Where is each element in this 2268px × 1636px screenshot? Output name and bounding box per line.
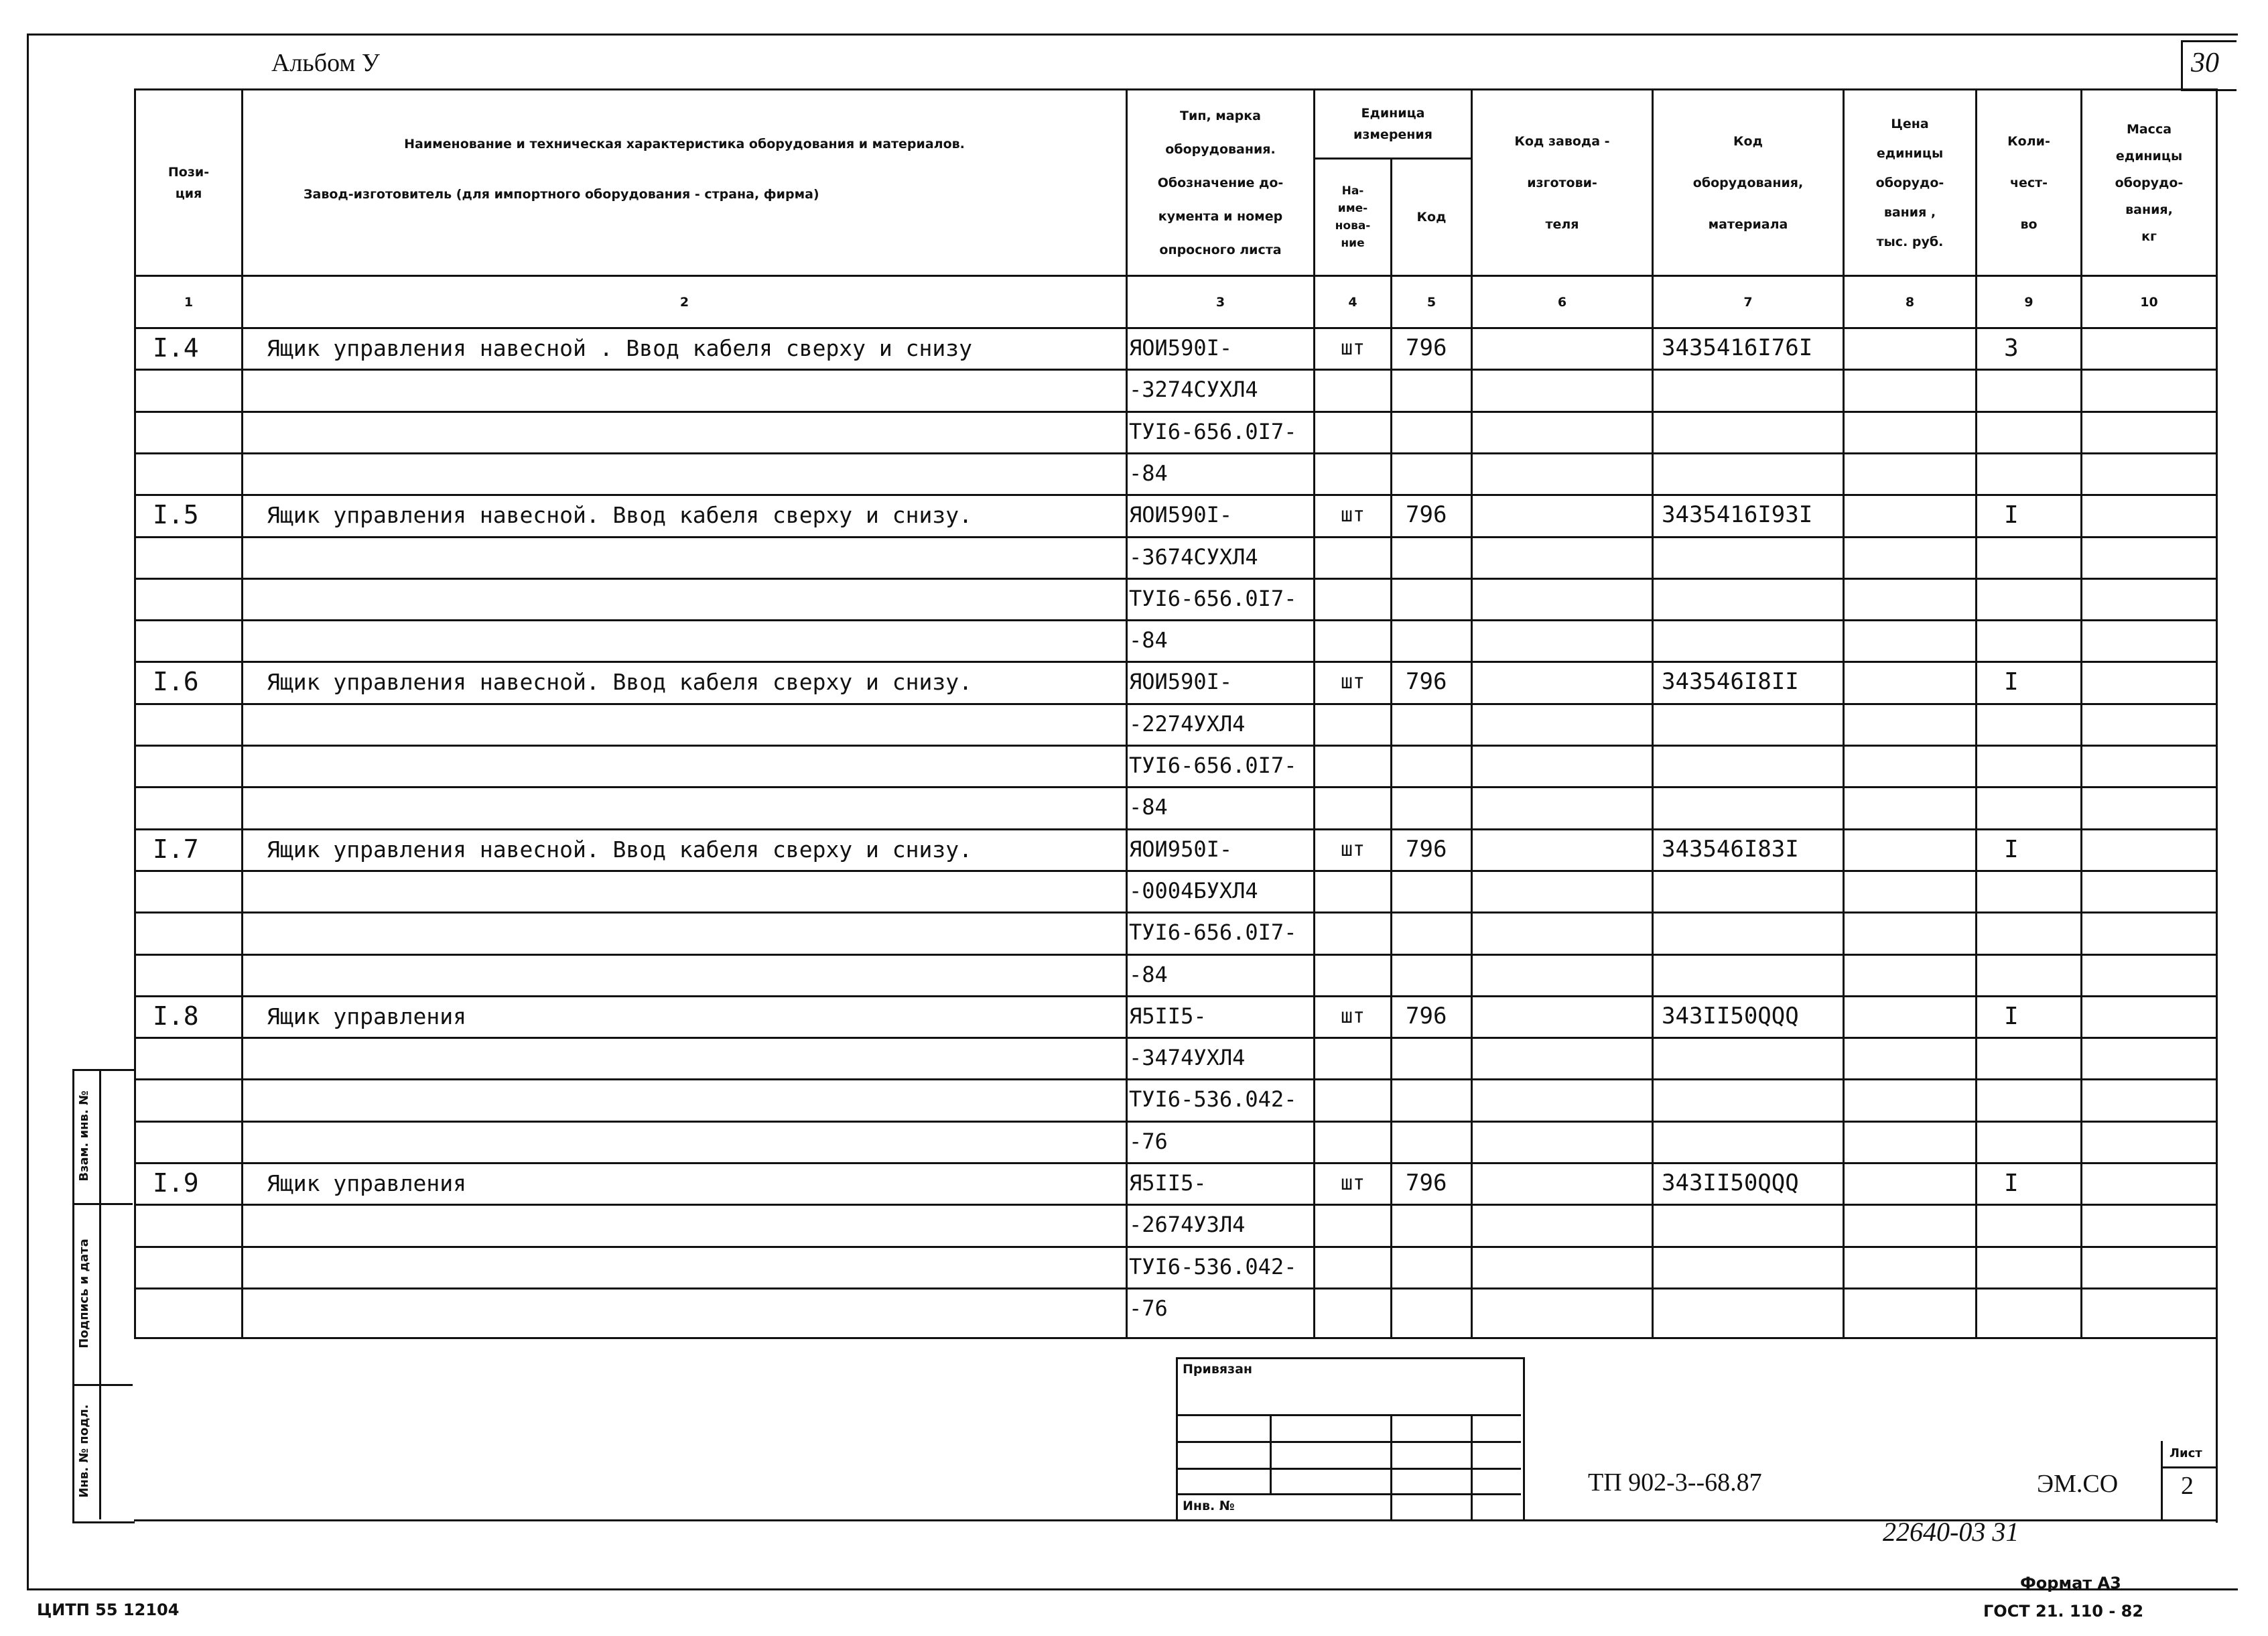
album-title: Альбом У	[271, 49, 380, 77]
type-cell: ЯОИ590I-	[1129, 335, 1233, 361]
row-name: Ящик управления навесной. Ввод кабеля сверху и снизу.	[267, 668, 972, 695]
type-cell: -3274СУХЛ4	[1129, 377, 1258, 402]
type-cell: -84	[1129, 627, 1168, 653]
sheet-box-divider	[2161, 1466, 2216, 1468]
side-label-original-inv: Инв. № подл.	[77, 1404, 91, 1498]
type-cell: ЯОИ590I-	[1129, 669, 1233, 694]
col-line-1	[241, 88, 243, 1337]
footer-gost: ГОСТ 21. 110 - 82	[1983, 1602, 2144, 1621]
type-cell: ТУI6-536.042-	[1129, 1254, 1297, 1279]
type-cell: ТУI6-656.0I7-	[1129, 753, 1297, 778]
row-name: Ящик управления навесной . Ввод кабеля сверху и снизу	[267, 334, 972, 361]
row-position: I.6	[153, 667, 199, 696]
col-number-3: 3	[1215, 294, 1225, 310]
header-name-line2: Завод-изготовитель (для импортного оборудования - страна, фирма)	[304, 187, 819, 202]
header-quantity: Коли- чест- во	[2007, 133, 2050, 232]
row-equipment-code: 343II50QQQ	[1662, 1170, 1799, 1196]
row-unit: шт	[1340, 1171, 1365, 1195]
col-number-2: 2	[679, 294, 689, 310]
row-quantity: I	[2004, 501, 2019, 529]
col-number-6: 6	[1557, 294, 1567, 310]
header-unit-group: Единица измерения	[1353, 106, 1432, 142]
col-line-10	[2216, 88, 2218, 1523]
col-line-7	[1843, 88, 1845, 1337]
privyazan-h1	[1176, 1414, 1521, 1416]
row-name: Ящик управления навесной. Ввод кабеля сверху и снизу.	[267, 836, 972, 863]
row-equipment-code: 343546I8II	[1662, 668, 1799, 695]
col-line-5	[1471, 88, 1473, 1337]
type-cell: -76	[1129, 1296, 1168, 1321]
row-unit-code: 796	[1406, 334, 1447, 361]
privyazan-h3	[1176, 1468, 1521, 1470]
type-cell: -84	[1129, 460, 1168, 486]
side-label-replace-inv: Взам. инв. №	[77, 1090, 91, 1182]
col-number-4: 4	[1348, 294, 1357, 310]
frame-left	[27, 34, 29, 1588]
type-cell: Я5II5-	[1129, 1003, 1207, 1029]
row-unit-code: 796	[1406, 836, 1447, 863]
row-equipment-code: 343II50QQQ	[1662, 1003, 1799, 1029]
row-quantity: I	[2004, 835, 2019, 863]
privyazan-v1	[1270, 1414, 1272, 1493]
row-unit-code: 796	[1406, 1003, 1447, 1029]
col-number-8: 8	[1905, 294, 1915, 310]
frame-top	[27, 34, 2238, 36]
row-unit: шт	[1340, 336, 1365, 360]
row-unit-code: 796	[1406, 501, 1447, 528]
privyazan-label: Привязан	[1183, 1362, 1253, 1377]
header-factory-code: Код завода - изготови- теля	[1514, 133, 1610, 232]
row-name: Ящик управления	[267, 1170, 467, 1196]
row-equipment-code: 3435416I76I	[1662, 334, 1813, 361]
row-unit-code: 796	[1406, 668, 1447, 695]
row-name: Ящик управления	[267, 1003, 467, 1029]
type-cell: -3474УХЛ4	[1129, 1045, 1246, 1070]
header-position: Пози- ция	[168, 164, 210, 201]
type-cell: -3674СУХЛ4	[1129, 544, 1258, 570]
footer-format: Формат А3	[2020, 1574, 2121, 1592]
header-price: Цена единицы оборудо- вания , тыс. руб.	[1875, 116, 1944, 249]
privyazan-v3	[1471, 1414, 1473, 1519]
header-unit-code: Код	[1416, 210, 1447, 225]
row-unit: шт	[1340, 837, 1365, 861]
inv-no-label: Инв. №	[1183, 1499, 1235, 1513]
row-unit-code: 796	[1406, 1170, 1447, 1196]
row-equipment-code: 3435416I93I	[1662, 501, 1813, 528]
col-line-3	[1313, 88, 1315, 1337]
row-position: I.8	[153, 1001, 199, 1031]
type-cell: ЯОИ950I-	[1129, 836, 1233, 862]
handwritten-number: 22640-03 31	[1883, 1517, 2019, 1547]
row-quantity: I	[2004, 1002, 2019, 1030]
table-body-bottom	[134, 1337, 2218, 1339]
document-code: ТП 902-3--68.87	[1588, 1468, 1762, 1497]
header-name-line1: Наименование и техническая характеристика оборудования и материалов.	[404, 137, 965, 151]
type-cell: Я5II5-	[1129, 1170, 1207, 1196]
type-cell: -84	[1129, 962, 1168, 987]
privyazan-v2	[1390, 1414, 1392, 1519]
side-label-signature-date: Подпись и дата	[77, 1239, 91, 1348]
type-cell: -84	[1129, 794, 1168, 820]
row-quantity: I	[2004, 1169, 2019, 1197]
header-equipment-code: Код оборудования, материала	[1692, 133, 1804, 232]
privyazan-h4	[1176, 1493, 1521, 1495]
col-line-9	[2080, 88, 2082, 1337]
frame-bottom	[27, 1588, 2238, 1590]
type-cell: -76	[1129, 1129, 1168, 1154]
type-cell: ТУI6-536.042-	[1129, 1086, 1297, 1112]
type-cell: ТУI6-656.0I7-	[1129, 419, 1297, 444]
col-line-8	[1975, 88, 1977, 1337]
col-number-10: 10	[2140, 294, 2158, 310]
row-unit: шт	[1340, 670, 1365, 694]
row-unit: шт	[1340, 1004, 1365, 1028]
type-cell: -2274УХЛ4	[1129, 711, 1246, 737]
col-number-7: 7	[1743, 294, 1753, 310]
header-type: Тип, марка оборудования. Обозначение до- кумента и номер опросного листа	[1157, 108, 1284, 257]
col-number-1: 1	[184, 294, 194, 310]
page-corner-number: 30	[2191, 48, 2219, 78]
row-position: I.7	[153, 834, 199, 864]
sheet-label: Лист	[2170, 1446, 2202, 1460]
row-unit: шт	[1340, 503, 1365, 527]
type-cell: ЯОИ590I-	[1129, 502, 1233, 527]
row-equipment-code: 343546I83I	[1662, 836, 1799, 863]
type-cell: -0004БУХЛ4	[1129, 878, 1258, 903]
side-stamp-divider	[99, 1069, 101, 1519]
type-cell: ТУI6-656.0I7-	[1129, 586, 1297, 611]
row-position: I.5	[153, 500, 199, 529]
row-position: I.9	[153, 1168, 199, 1198]
col-number-9: 9	[2024, 294, 2033, 310]
row-quantity: 3	[2004, 334, 2019, 362]
col-line-2	[1126, 88, 1128, 1337]
col-line-6	[1652, 88, 1654, 1337]
row-position: I.4	[153, 333, 199, 363]
header-mass: Масса единицы оборудо- вания, кг	[2115, 121, 2184, 244]
col-number-5: 5	[1426, 294, 1437, 310]
footer-left-code: ЦИТП 55 12104	[37, 1600, 180, 1619]
document-mark: ЭМ.СО	[2037, 1470, 2119, 1498]
type-cell: ТУI6-656.0I7-	[1129, 920, 1297, 945]
sheet-number: 2	[2181, 1472, 2194, 1500]
row-name: Ящик управления навесной. Ввод кабеля сверху и снизу.	[267, 501, 972, 528]
row-quantity: I	[2004, 668, 2019, 696]
type-cell: -2674У3Л4	[1129, 1212, 1246, 1237]
header-unit-name: На- име- нова- ние	[1335, 184, 1371, 250]
privyazan-h2	[1176, 1441, 1521, 1443]
